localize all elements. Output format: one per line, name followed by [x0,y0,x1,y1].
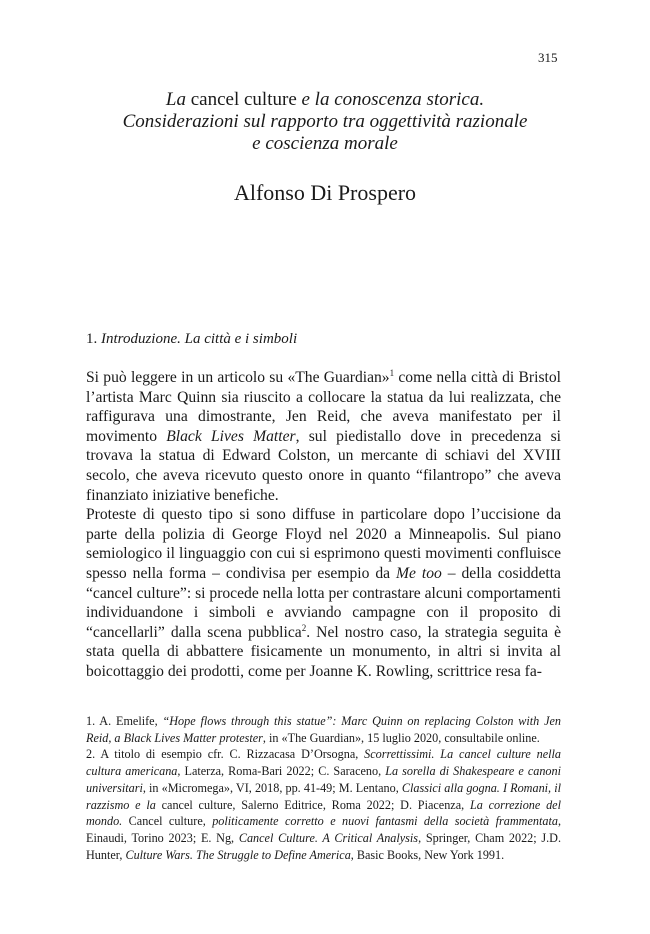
text-run: , in «The Guardian», 15 luglio 2020, consultabile online. [262,730,540,745]
text-run: , in «Micromega», VI, 2018, pp. 41-49; M. Lentano, [142,780,402,795]
author-name: Alfonso Di Prospero [233,180,417,205]
footnote-ref-2: 2 [301,622,307,633]
text-run: . Nel nostro caso, la strategia seguita è stata quella di abbattere fisicamente un monumento, in altri si invita al boicottaggio dei prodotti, come per Joanne K. Rowling, scrittrice resa fa- [86,623,562,680]
text-run-italic: Cancel Culture. A Critical Analysis [238,830,419,845]
text-run-italic: La sorella di Shakespeare e canoni universitari [86,764,561,795]
body-text [86,368,561,682]
footnote-1 [86,713,561,746]
text-run-italic: Classici alla gogna. I Romani, il razzismo e la [86,780,561,812]
paragraph-1 [86,368,561,505]
paragraph-2 [86,505,561,681]
footnotes [86,713,561,863]
text-run: 2. A titolo di esempio cfr. C. Rizzacasa D’Orsogna, [86,747,365,762]
footnote-ref-1: 1 [389,368,395,378]
article-title [60,89,590,155]
title-line-3: e coscienza morale [252,133,398,154]
section-title: Introduzione. La città e i simboli [101,331,298,347]
text-run-italic: “Hope flows through this statue”: Marc Quinn on replacing Colston with Jen Reid, a Black Lives Matter protester [86,714,562,745]
text-run: , Basic Books, New York 1991. [350,847,505,862]
text-run-italic: Culture Wars. The Struggle to Define America [125,847,351,862]
text-run: , Springer, Cham 2022; J.D. Hunter, [86,830,562,862]
text-run-italic: , politicamente corretto e nuovi fantasmi della società frammentata [202,814,558,829]
text-run: Proteste di questo tipo si sono diffuse in particolare dopo l’uccisione da parte della polizia di George Floyd nel 2020 a Minneapolis. Sul piano semiologico il linguaggio con cui si esprimono questi movimenti confluisce spesso nella forma – condivisa per esempio da [86,506,561,582]
text-run-italic: Black Lives Matter [166,427,296,445]
footnote-2 [86,746,561,863]
text-run: – della cosiddetta “cancel culture”: si procede nella lotta per contrastare alcuni comportamenti individuandone i simboli e avviando campagne con il proposito di “cancellarli” dalla scena pubblica [86,564,561,641]
section-heading [86,331,297,348]
text-run: Cancel culture [122,814,203,829]
page-number: 315 [538,50,558,65]
title-line-1 [60,89,590,111]
text-run: , Laterza, Roma-Bari 2022; C. Saraceno, [177,764,386,779]
text-run: , sul piedistallo dove in precedenza si trovava la statua di Edward Colston, un mercante di schiavi del XVIII secolo, che aveva ricevuto questo onore in quanto “filantropo” che aveva finanziato iniziative benefiche. [86,427,561,504]
text-run: cancel culture, Salerno Editrice, Roma 2022; D. Piacenza, [155,797,470,812]
text-run: 1. A. Emelife, [86,714,163,728]
section-number: 1. [86,331,101,347]
text-run: Si può leggere in un articolo su «The Guardian» [86,369,390,386]
title-fragment: cancel culture [185,89,302,110]
title-fragment: La [165,89,186,110]
title-fragment: e la conoscenza storica. [301,89,485,110]
text-run-italic: Me too [396,564,442,582]
text-run-italic: Scorrettissimi. La cancel culture nella cultura americana [86,747,561,779]
text-run: come nella città di Bristol l’artista Marc Quinn sia riuscito a collocare la statua da lui realizzata, che raffigurava una dimostrante, Jen Reid, che aveva manifestato per il movimento [86,369,561,445]
text-run: , Einaudi, Torino 2023; E. Ng, [86,814,561,845]
title-line-2: Considerazioni sul rapporto tra oggettività razionale [122,111,528,132]
text-run-italic: La correzione del mondo. [86,797,561,829]
